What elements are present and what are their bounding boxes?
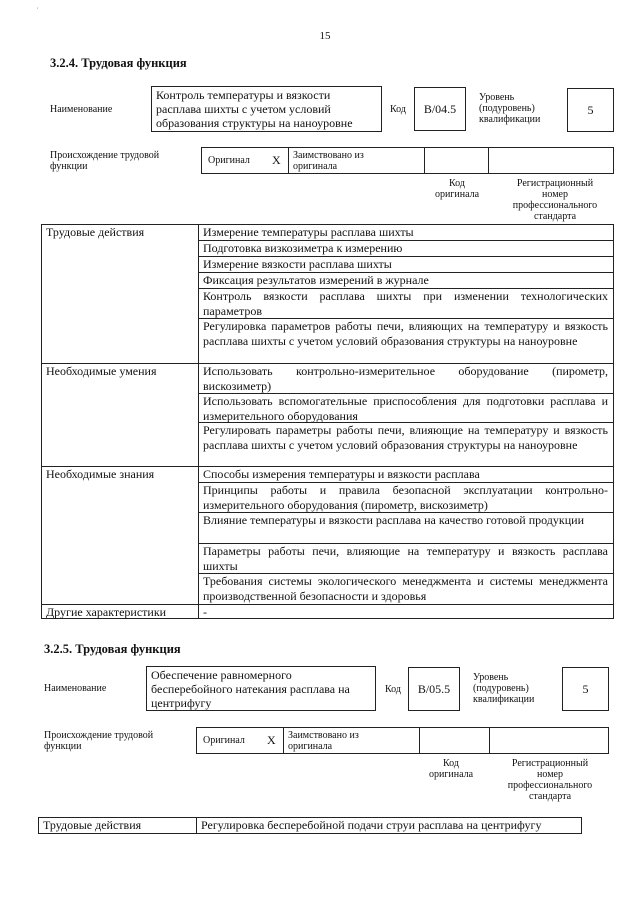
level-label-325: Уровень (подуровень) квалификации xyxy=(473,672,535,705)
knowledge-item: Параметры работы печи, влияющие на температуру и вязкость расплава шихты xyxy=(203,544,608,573)
name-label-325: Наименование xyxy=(44,683,107,694)
skill-item: Использовать контрольно-измерительное оборудование (пирометр, вискозиметр) xyxy=(203,364,608,393)
function-table-324 xyxy=(41,224,614,619)
code-value-324: B/04.5 xyxy=(414,87,466,131)
borrowed-label-324: Заимствовано из оригинала xyxy=(293,150,364,172)
section-heading-325: 3.2.5. Трудовая функция xyxy=(44,642,181,656)
action-item: Подготовка визкозиметра к измерению xyxy=(203,241,403,255)
caption-reg-324: Регистрационный номер профессионального стандарта xyxy=(512,178,598,222)
section-title-other: Другие характеристики xyxy=(46,605,167,619)
original-label-325: Оригинал xyxy=(203,735,245,746)
skill-item: Регулировать параметры работы печи, влияющие на температуру и вязкость расплава шихты с учетом условий образования структуры на наноуровне xyxy=(203,423,608,452)
knowledge-item: Влияние температуры и вязкости расплава на качество готовой продукции xyxy=(203,513,584,527)
function-table-325 xyxy=(38,817,582,834)
section-title-actions: Трудовые действия xyxy=(46,225,145,239)
action-item: Контроль вязкости расплава шихты при изменении технологических параметров xyxy=(203,289,608,318)
page-corner-mark: ˙ xyxy=(36,6,39,15)
origin-label-324: Происхождение трудовой функции xyxy=(50,150,160,172)
section-title-skills: Необходимые умения xyxy=(46,364,157,378)
action-item: Измерение вязкости расплава шихты xyxy=(203,257,392,271)
knowledge-item: Требования системы экологического менеджмента и системы менеджмента производственной безопасности и здоровья xyxy=(203,574,608,603)
original-mark-325: X xyxy=(267,733,276,747)
knowledge-item: Способы измерения температуры и вязкости расплава xyxy=(203,467,480,481)
action-item: Фиксация результатов измерений в журнале xyxy=(203,273,429,287)
page-number: 15 xyxy=(319,30,331,42)
borrowed-label-325: Заимствовано из оригинала xyxy=(288,730,359,752)
action-item: Измерение температуры расплава шихты xyxy=(203,225,414,239)
skill-item: Использовать вспомогательные приспособления для подготовки расплава и измерительного оборудования xyxy=(203,394,608,423)
caption-code-324: Код оригинала xyxy=(434,178,480,200)
original-mark-324: X xyxy=(272,153,281,167)
level-value-324: 5 xyxy=(567,88,614,132)
name-box-324 xyxy=(151,86,382,132)
level-value-325: 5 xyxy=(562,667,609,711)
original-label-324: Оригинал xyxy=(208,155,250,166)
name-value-325: Обеспечение равномерного бесперебойного натекания расплава на центрифугу xyxy=(151,668,350,710)
action-item-325: Регулировка бесперебойной подачи струи расплава на центрифугу xyxy=(201,818,542,832)
level-label-324: Уровень (подуровень) квалификации xyxy=(479,92,541,125)
origin-table-324 xyxy=(201,147,614,174)
code-label-325: Код xyxy=(385,684,401,695)
other-item: - xyxy=(203,605,207,619)
name-label-324: Наименование xyxy=(50,104,113,115)
name-value-324: Контроль температуры и вязкости расплава шихты с учетом условий образования структуры на наноуровне xyxy=(156,88,353,130)
section-title-actions-325: Трудовые действия xyxy=(43,818,142,832)
caption-reg-325: Регистрационный номер профессионального стандарта xyxy=(507,758,593,802)
section-title-knowledge: Необходимые знания xyxy=(46,467,155,481)
name-box-325 xyxy=(146,666,376,711)
origin-label-325: Происхождение трудовой функции xyxy=(44,730,154,752)
origin-table-325 xyxy=(196,727,609,754)
action-item: Регулировка параметров работы печи, влияющих на температуру и вязкость расплава шихты с учетом условий образования структуры на наноуровне xyxy=(203,319,608,348)
section-heading-324: 3.2.4. Трудовая функция xyxy=(50,56,187,70)
code-label-324: Код xyxy=(390,104,406,115)
knowledge-item: Принципы работы и правила безопасной эксплуатации контрольно-измерительного оборудования (пирометр, вискозиметр) xyxy=(203,483,608,512)
caption-code-325: Код оригинала xyxy=(428,758,474,780)
code-value-325: B/05.5 xyxy=(408,667,460,711)
